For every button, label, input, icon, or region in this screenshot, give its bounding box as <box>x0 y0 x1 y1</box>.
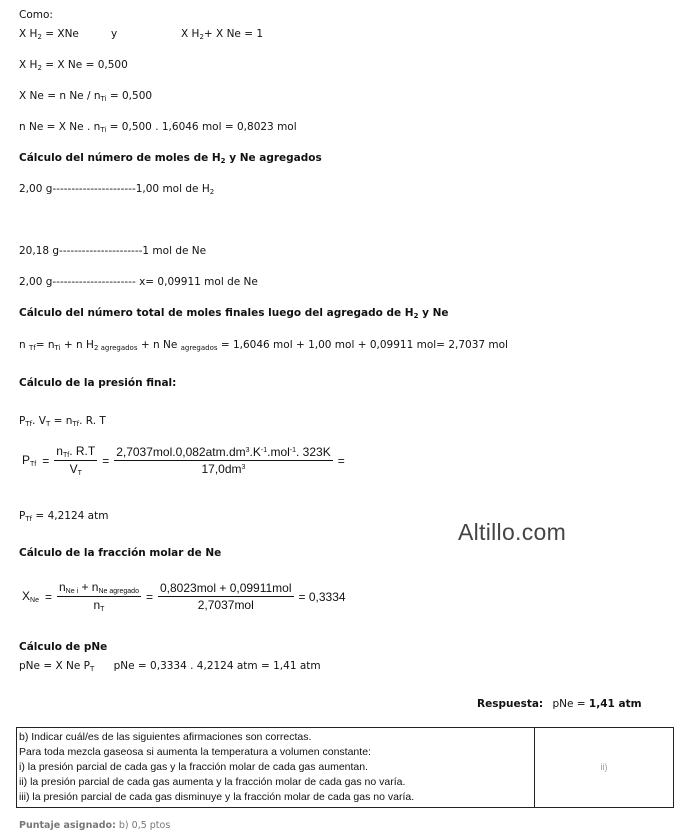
question-text-cell <box>17 728 535 808</box>
equation-line-2: X $H_2 = X$ Ne = 0,500 <box>19 59 128 72</box>
option-i: i) la presión parcial de cada gas y la fracción molar de cada gas aumentan. <box>19 761 369 773</box>
ratio-line-ne: 20,18 g----------------------1 mol de Ne <box>19 245 207 257</box>
question-table <box>16 727 674 808</box>
heading-pne: Cálculo de pNe <box>19 641 108 653</box>
equation-line-1: X $H_2$ = XNe y X $H_2+ X$ Ne = 1 <box>19 28 264 41</box>
intro-label: Como: <box>19 9 53 21</box>
equation-line-3: X Ne = n $Ne / n_{Ti} = 0,500$ <box>19 90 153 103</box>
question-line-1: b) Indicar cuál/es de las siguientes afirmaciones son correctas. <box>19 731 312 743</box>
option-iii: iii) la presión parcial de cada gas disminuye y la fracción molar de cada gas no varía. <box>19 791 415 803</box>
heading-molar-fraction: Cálculo de la fracción molar de Ne <box>19 547 222 559</box>
pne-equation: pNe = X Ne $P_T$ pNe = 0,3334 . 4,2124 atm = 1,41 atm <box>19 660 321 673</box>
heading-moles-added: Cálculo del número de moles de $H_2$ y Ne agregados <box>19 152 322 165</box>
heading-final-pressure: Cálculo de la presión final: <box>19 377 177 389</box>
final-pressure-result: $P_{Tf} = 4,2124$ atm <box>19 510 109 523</box>
question-row <box>17 728 674 808</box>
watermark-logo: Altillo.com <box>458 519 567 545</box>
ratio-line-h2: 2,00 g----------------------1,00 mol de $H_2$ <box>19 183 215 196</box>
ratio-line-ne-result: 2,00 g---------------------- x= 0,09911 mol de Ne <box>19 276 258 288</box>
ideal-gas-equation: $P_{Tf}$. $V_T = n_{Tf}$. R. T <box>19 415 106 428</box>
answer-cell: ii) <box>535 728 674 808</box>
molar-fraction-formula: $X_{Ne}$ = $\frac{n_{Ne i} + n_{Ne agregado}}{n_T}$ = $\frac{\text{0,8023mol + 0,09911mol}}{\text{2,7037mol}}$ = 0,3334 <box>22 580 346 613</box>
equation-line-4: n Ne = X Ne . $n_{Ti} = 0,500$ . 1,6046 mol = 0,8023 mol <box>19 121 297 134</box>
pressure-formula: $P_{Tf}$ = $\frac{n_{Tf}. R.T}{V_T}$ = $\frac{2,7037mol.0,082atm.dm^3.K^{-1}.mol^{-1}. 323K}{17,0dm^3}$ = <box>22 444 345 477</box>
heading-total-moles: Cálculo del número total de moles finales luego del agregado de $H_2$ y Ne <box>19 307 449 320</box>
answer-line: Respuesta: pNe = 1,41 atm <box>477 698 642 710</box>
question-line-2: Para toda mezcla gaseosa si aumenta la temperatura a volumen constante: <box>19 746 371 758</box>
option-ii: ii) la presión parcial de cada gas aumenta y la fracción molar de cada gas no varía. <box>19 776 406 788</box>
total-moles-equation: n $_{Tf}= n_{Ti} + n$ $H_{2 agregados} + n$ Ne $_{agregados}$ = 1,6046 mol + 1,00 mol + 0,09911 mol= 2,7037 mol <box>19 339 508 352</box>
score-line: Puntaje asignado: b) 0,5 ptos <box>19 820 171 831</box>
